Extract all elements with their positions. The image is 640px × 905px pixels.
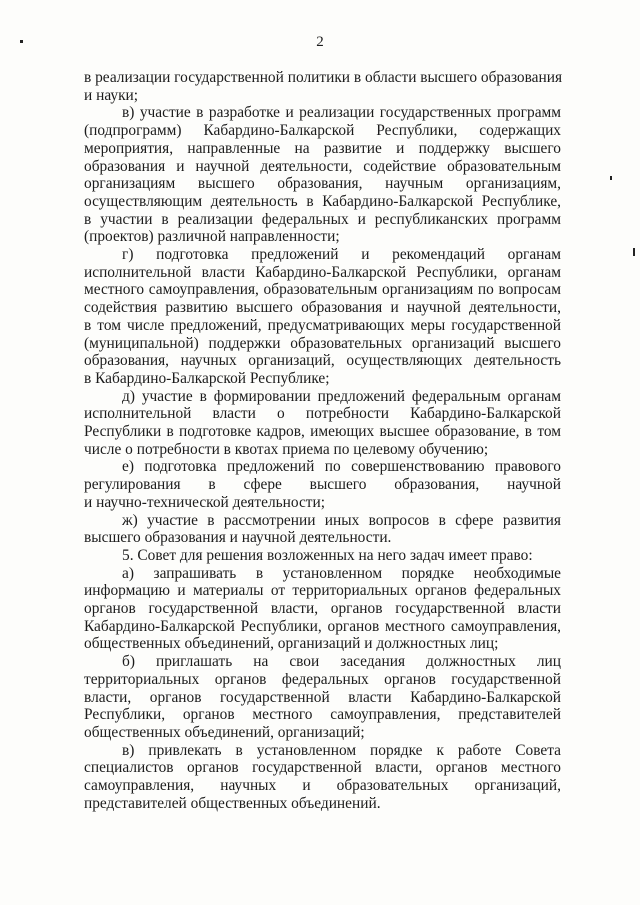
scan-speck [20, 40, 23, 43]
text-line: регулирования в сфере высшего образования, научной [84, 476, 561, 494]
text-line: в) участие в разработке и реализации государственных программ [122, 104, 561, 122]
text-line: и науки; [84, 86, 139, 104]
text-line: высшего образования и научной деятельности. [84, 529, 392, 547]
text-line: а) запрашивать в установленном порядке необходимые [122, 564, 561, 582]
text-line: образования, научных организаций, осуществляющих деятельность [84, 352, 561, 370]
text-line: Республики, органов местного самоуправления, представителей [84, 706, 561, 724]
text-line: мероприятия, направленные на развитие и поддержку высшего [84, 139, 561, 157]
text-line: осуществляющим деятельность в Кабардино-Балкарской Республике, [84, 192, 561, 210]
text-line: ж) участие в рассмотрении иных вопросов в сфере развития [122, 511, 561, 529]
text-line: в участии в реализации федеральных и республиканских программ [84, 210, 561, 228]
text-line: б) приглашать на свои заседания должностных лиц [122, 653, 561, 671]
text-line: специалистов органов государственной власти, органов местного [84, 759, 561, 777]
text-line: в Кабардино-Балкарской Республике; [84, 369, 330, 387]
text-line: исполнительной власти о потребности Кабардино-Балкарской [84, 405, 561, 423]
text-line: территориальных органов федеральных органов государственной [84, 670, 561, 688]
scan-speck [633, 248, 635, 256]
text-line: (подпрограмм) Кабардино-Балкарской Республики, содержащих [84, 122, 561, 140]
text-line: е) подготовка предложений по совершенствованию правового [122, 458, 561, 476]
text-line: д) участие в формировании предложений федеральным органам [122, 387, 561, 405]
text-line: общественных объединений, организаций и должностных лиц; [84, 635, 499, 653]
scan-speck [610, 176, 612, 180]
text-line: самоуправления, научных и образовательных организаций, [84, 777, 561, 794]
text-line: образования и научной деятельности, содействие образовательным [84, 157, 561, 175]
text-line: органов государственной власти, органов государственной власти [84, 600, 561, 617]
text-line: в) привлекать в установленном порядке к работе Совета [122, 741, 561, 759]
text-line: общественных объединений, организаций; [84, 723, 365, 741]
page-number: 2 [316, 34, 324, 50]
text-line: в реализации государственной политики в области высшего образования [84, 69, 563, 86]
text-line: в том числе предложений, предусматривающих меры государственной [84, 316, 561, 334]
text-line: информацию и материалы от территориальных органов федеральных [84, 582, 561, 600]
text-line: г) подготовка предложений и рекомендаций органам [122, 246, 561, 263]
text-line: числе о потребности в квотах приема по целевому обучению; [84, 440, 489, 458]
text-line: содействия развитию высшего образования и научной деятельности, [84, 299, 561, 317]
text-line: Кабардино-Балкарской Республики, органов местного самоуправления, [84, 617, 561, 635]
text-line: власти, органов государственной власти Кабардино-Балкарской [84, 688, 561, 706]
text-line: 5. Совет для решения возложенных на него задач имеет право: [122, 546, 533, 564]
text-line: исполнительной власти Кабардино-Балкарской Республики, органам [84, 263, 561, 281]
text-line: Республики в подготовке кадров, имеющих высшее образование, в том [84, 423, 561, 440]
text-line: (муниципальной) поддержки образовательных организаций высшего [84, 334, 561, 352]
text-line: и научно-технической деятельности; [84, 493, 326, 511]
text-line: представителей общественных объединений. [84, 794, 381, 812]
text-line: организациям высшего образования, научным организациям, [84, 175, 561, 193]
text-line: (проектов) различной направленности; [84, 228, 340, 246]
text-line: местного самоуправления, образовательным организациям по вопросам [84, 281, 561, 299]
